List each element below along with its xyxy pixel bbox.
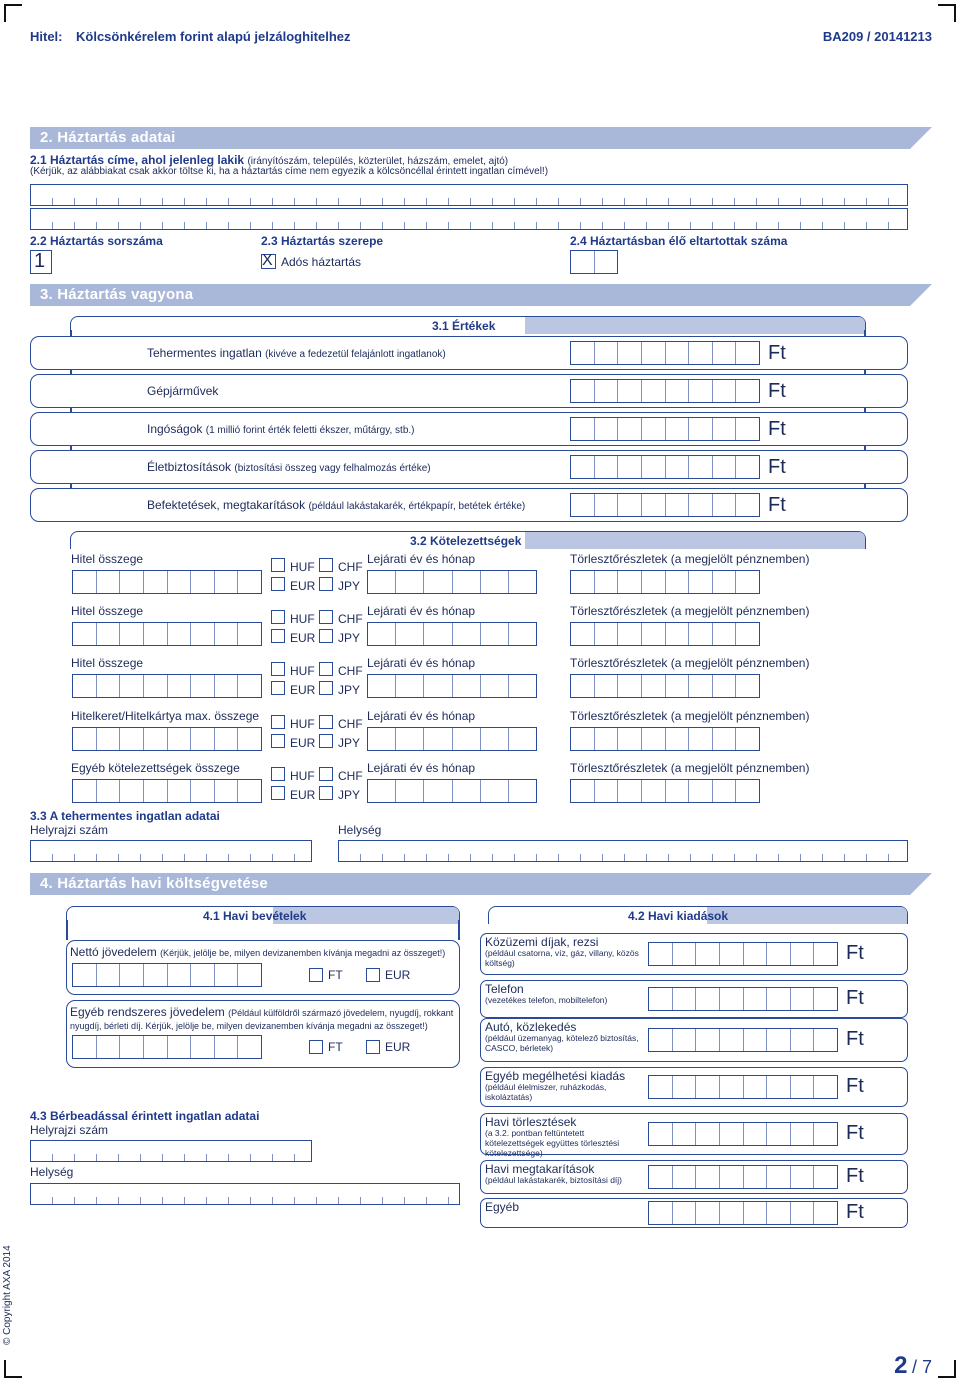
currency-chf-checkbox[interactable]: [319, 715, 333, 729]
ingatlan-helyrajzi-field[interactable]: [30, 840, 312, 862]
egyeb-ft-label: FT: [328, 1040, 343, 1054]
section-4-title: 4. Háztartás havi költségvetése: [40, 875, 268, 892]
bevetelek-side-right: [458, 920, 460, 940]
ingatlan-helyseg-label: Helység: [338, 823, 382, 837]
berbeadas-helyrajzi-field[interactable]: [30, 1140, 312, 1162]
expense-amount-field[interactable]: [648, 1122, 838, 1146]
currency-eur-checkbox[interactable]: [271, 786, 285, 800]
szerep-check-mark: X: [262, 252, 273, 269]
netto-hint: (Kérjük, jelölje be, milyen devizanemben kívánja megadni az összeget!): [160, 948, 446, 958]
netto-ft-label: FT: [328, 968, 343, 982]
address-heading-row: [30, 153, 508, 167]
torleszto-label: Törlesztőrészletek (a megjelölt pénznemben): [570, 552, 810, 566]
eltartott-field[interactable]: [570, 250, 618, 274]
netto-label-row: [70, 945, 445, 959]
expense-unit: Ft: [846, 1075, 864, 1097]
asset-unit: Ft: [768, 380, 786, 402]
expense-unit: Ft: [846, 1201, 864, 1223]
currency-huf-checkbox[interactable]: [271, 767, 285, 781]
currency-huf-label: HUF: [290, 769, 315, 783]
lejarat-field[interactable]: [367, 570, 537, 594]
asset-hint: (1 millió forint érték feletti ékszer, műtárgy, stb.): [205, 425, 415, 436]
currency-chf-checkbox[interactable]: [319, 610, 333, 624]
page-current: 2: [894, 1352, 908, 1379]
lejarat-field[interactable]: [367, 674, 537, 698]
asset-label: Befektetések, megtakarítások: [147, 498, 306, 512]
address-heading: 2.1 Háztartás címe, ahol jelenleg lakik: [30, 153, 245, 167]
expense-label: Havi megtakarítások: [485, 1162, 595, 1176]
currency-jpy-checkbox[interactable]: [319, 577, 333, 591]
torleszto-field[interactable]: [570, 622, 760, 646]
asset-label-row: [147, 498, 525, 512]
expense-amount-field[interactable]: [648, 942, 838, 966]
expense-hint: (például lakástakarék, biztosítási díj): [485, 1175, 623, 1185]
egyeb-label-row: [70, 1006, 456, 1019]
egyeb-hint-1: (Például külföldről származó jövedelem, nyugdíj, rokkant: [228, 1008, 454, 1018]
ingatlan-helyseg-field[interactable]: [338, 840, 908, 862]
eltartott-heading: 2.4 Háztartásban élő eltartottak száma: [570, 234, 788, 248]
currency-jpy-checkbox[interactable]: [319, 734, 333, 748]
asset-amount-field[interactable]: [570, 493, 760, 517]
liability-label: Hitel összege: [71, 552, 144, 566]
header-title: Kölcsönkérelem forint alapú jelzáloghitelhez: [76, 29, 351, 44]
liability-amount-field[interactable]: [72, 779, 262, 803]
ingatlan-heading: 3.3 A tehermentes ingatlan adatai: [30, 809, 220, 823]
currency-eur-checkbox[interactable]: [271, 629, 285, 643]
expense-hint: (például üzemanyag, kötelező biztosítás, CASCO, bérletek): [485, 1033, 639, 1053]
kotelezettsegek-heading: 3.2 Kötelezettségek: [410, 534, 522, 548]
expense-unit: Ft: [846, 1028, 864, 1050]
asset-unit: Ft: [768, 418, 786, 440]
netto-amount-field[interactable]: [72, 963, 262, 987]
currency-chf-label: CHF: [338, 717, 363, 731]
asset-label-row: [147, 422, 415, 436]
currency-eur-label: EUR: [290, 736, 316, 750]
currency-jpy-checkbox[interactable]: [319, 629, 333, 643]
currency-eur-checkbox[interactable]: [271, 577, 285, 591]
section-2-title: 2. Háztartás adatai: [40, 129, 176, 146]
currency-chf-checkbox[interactable]: [319, 558, 333, 572]
currency-eur-label: EUR: [290, 631, 316, 645]
expense-label: Egyéb megélhetési kiadás: [485, 1069, 626, 1083]
currency-eur-label: EUR: [290, 579, 316, 593]
asset-amount-field[interactable]: [570, 455, 760, 479]
torleszto-field[interactable]: [570, 570, 760, 594]
liability-amount-field[interactable]: [72, 674, 262, 698]
section-3-title: 3. Háztartás vagyona: [40, 286, 194, 303]
asset-label-row: [147, 460, 431, 474]
currency-huf-checkbox[interactable]: [271, 662, 285, 676]
lejarat-label: Lejárati év és hónap: [367, 604, 476, 618]
torleszto-label: Törlesztőrészletek (a megjelölt pénznemben): [570, 761, 810, 775]
expense-label: Autó, közlekedés: [485, 1020, 577, 1034]
lejarat-label: Lejárati év és hónap: [367, 761, 476, 775]
netto-eur-label: EUR: [385, 968, 411, 982]
asset-unit: Ft: [768, 456, 786, 478]
asset-label-row: [147, 384, 218, 398]
currency-huf-label: HUF: [290, 664, 315, 678]
currency-eur-checkbox[interactable]: [271, 681, 285, 695]
expense-label: Egyéb: [485, 1200, 520, 1214]
liability-amount-field[interactable]: [72, 727, 262, 751]
berbeadas-heading: 4.3 Bérbeadással érintett ingatlan adatai: [30, 1109, 260, 1123]
expense-amount-field[interactable]: [648, 1201, 838, 1225]
liability-label: Egyéb kötelezettségek összege: [71, 761, 240, 775]
berbeadas-helyseg-label: Helység: [30, 1165, 74, 1179]
expense-hint: (a 3.2. pontban feltüntetett kötelezettségek együttes törlesztési kötelezettsége): [485, 1128, 620, 1158]
lejarat-label: Lejárati év és hónap: [367, 656, 476, 670]
asset-label: Gépjárművek: [147, 384, 219, 398]
expense-amount-field[interactable]: [648, 987, 838, 1011]
asset-unit: Ft: [768, 342, 786, 364]
kiadasok-heading: 4.2 Havi kiadások: [628, 909, 729, 923]
egyeb-eur-checkbox[interactable]: [366, 1040, 380, 1054]
egyeb-eur-label: EUR: [385, 1040, 411, 1054]
currency-chf-checkbox[interactable]: [319, 662, 333, 676]
currency-huf-label: HUF: [290, 612, 315, 626]
expense-amount-field[interactable]: [648, 1165, 838, 1189]
crop-mark-top-right: [938, 4, 956, 22]
currency-huf-checkbox[interactable]: [271, 610, 285, 624]
asset-hint: (biztosítási összeg vagy felhalmozás értéke): [234, 463, 431, 474]
asset-hint: (kivéve a fedezetül felajánlott ingatlanok): [265, 349, 446, 360]
expense-amount-field[interactable]: [648, 1075, 838, 1099]
copyright: © Copyright AXA 2014: [2, 1245, 13, 1345]
page-number: [894, 1352, 932, 1380]
currency-huf-label: HUF: [290, 560, 315, 574]
address-field-2[interactable]: [30, 208, 908, 230]
lejarat-field[interactable]: [367, 622, 537, 646]
expense-amount-field[interactable]: [648, 1028, 838, 1052]
currency-eur-label: EUR: [290, 683, 316, 697]
expense-hint: (például csatorna, víz, gáz, villany, közös költség): [485, 948, 639, 968]
currency-huf-label: HUF: [290, 717, 315, 731]
asset-amount-field[interactable]: [570, 379, 760, 403]
lejarat-field[interactable]: [367, 727, 537, 751]
currency-chf-label: CHF: [338, 612, 363, 626]
asset-label: Életbiztosítások: [147, 460, 232, 474]
asset-label-row: [147, 346, 446, 360]
address-field-1[interactable]: [30, 184, 908, 206]
asset-amount-field[interactable]: [570, 417, 760, 441]
sorszam-value: 1: [34, 250, 46, 272]
asset-label: Ingóságok: [147, 422, 203, 436]
ertekek-heading: 3.1 Értékek: [432, 319, 496, 333]
currency-jpy-label: JPY: [338, 788, 361, 802]
bevetelek-heading: 4.1 Havi bevételek: [203, 909, 307, 923]
crop-mark-bottom-right: [938, 1360, 956, 1378]
currency-jpy-checkbox[interactable]: [319, 681, 333, 695]
expense-label: Havi törlesztések: [485, 1115, 577, 1129]
netto-ft-checkbox[interactable]: [309, 968, 323, 982]
torleszto-label: Törlesztőrészletek (a megjelölt pénznemben): [570, 604, 810, 618]
page-total: / 7: [911, 1357, 932, 1377]
egyeb-label: Egyéb rendszeres jövedelem: [70, 1005, 225, 1019]
egyeb-ft-checkbox[interactable]: [309, 1040, 323, 1054]
bevetelek-side-left: [66, 920, 68, 940]
address-hint: (irányítószám, település, közterület, házszám, emelet, ajtó): [247, 156, 509, 167]
torleszto-field[interactable]: [570, 674, 760, 698]
ingatlan-helyrajzi-label: Helyrajzi szám: [30, 823, 109, 837]
crop-mark-bottom-left: [4, 1360, 22, 1378]
egyeb-hint-2: nyugdíj, bérleti díj. Kérjük, jelölje be, milyen devizanemben kívánja megadni az összeget!): [70, 1021, 428, 1031]
currency-chf-label: CHF: [338, 769, 363, 783]
currency-jpy-label: JPY: [338, 736, 361, 750]
header-hitel-label: Hitel:: [30, 29, 63, 44]
torleszto-label: Törlesztőrészletek (a megjelölt pénznemben): [570, 709, 810, 723]
expense-hint: (vezetékes telefon, mobiltelefon): [485, 995, 608, 1005]
torleszto-field[interactable]: [570, 727, 760, 751]
berbeadas-helyseg-field[interactable]: [30, 1183, 460, 1205]
header-code: BA209 / 20141213: [822, 29, 932, 44]
szerep-heading: 2.3 Háztartás szerepe: [261, 234, 384, 248]
berbeadas-helyrajzi-label: Helyrajzi szám: [30, 1123, 109, 1137]
currency-huf-checkbox[interactable]: [271, 558, 285, 572]
liability-label: Hitel összege: [71, 604, 144, 618]
currency-chf-checkbox[interactable]: [319, 767, 333, 781]
sorszam-box[interactable]: [30, 250, 52, 274]
lejarat-label: Lejárati év és hónap: [367, 709, 476, 723]
expense-label: Telefon: [485, 982, 524, 996]
currency-chf-label: CHF: [338, 664, 363, 678]
asset-hint: (például lakástakarék, értékpapír, betétek értéke): [308, 501, 526, 512]
currency-jpy-label: JPY: [338, 631, 361, 645]
expense-unit: Ft: [846, 1122, 864, 1144]
expense-unit: Ft: [846, 1165, 864, 1187]
sorszam-heading: 2.2 Háztartás sorszáma: [30, 234, 163, 248]
crop-mark-top-left: [4, 4, 22, 22]
currency-eur-checkbox[interactable]: [271, 734, 285, 748]
currency-huf-checkbox[interactable]: [271, 715, 285, 729]
lejarat-label: Lejárati év és hónap: [367, 552, 476, 566]
asset-label: Tehermentes ingatlan: [147, 346, 262, 360]
netto-label: Nettó jövedelem: [70, 945, 157, 959]
egyeb-amount-field[interactable]: [72, 1035, 262, 1059]
torleszto-field[interactable]: [570, 779, 760, 803]
expense-unit: Ft: [846, 987, 864, 1009]
szerep-value: Adós háztartás: [281, 255, 362, 269]
currency-jpy-label: JPY: [338, 683, 361, 697]
liability-amount-field[interactable]: [72, 570, 262, 594]
currency-chf-label: CHF: [338, 560, 363, 574]
torleszto-label: Törlesztőrészletek (a megjelölt pénznemben): [570, 656, 810, 670]
currency-jpy-checkbox[interactable]: [319, 786, 333, 800]
liability-label: Hitel összege: [71, 656, 144, 670]
liability-label: Hitelkeret/Hitelkártya max. összege: [71, 709, 260, 723]
netto-eur-checkbox[interactable]: [366, 968, 380, 982]
liability-amount-field[interactable]: [72, 622, 262, 646]
szerep-checkbox[interactable]: [261, 254, 276, 269]
currency-eur-label: EUR: [290, 788, 316, 802]
expense-label: Közüzemi díjak, rezsi: [485, 935, 599, 949]
address-note: (Kérjük, az alábbiakat csak akkor töltse ki, ha a háztartás címe nem egyezik a kölcsöncéllal érintett ingatlan címével!): [30, 166, 549, 177]
currency-jpy-label: JPY: [338, 579, 361, 593]
expense-hint: (például élelmiszer, ruházkodás, iskoláztatás): [485, 1082, 607, 1102]
asset-unit: Ft: [768, 494, 786, 516]
expense-unit: Ft: [846, 942, 864, 964]
asset-amount-field[interactable]: [570, 341, 760, 365]
lejarat-field[interactable]: [367, 779, 537, 803]
